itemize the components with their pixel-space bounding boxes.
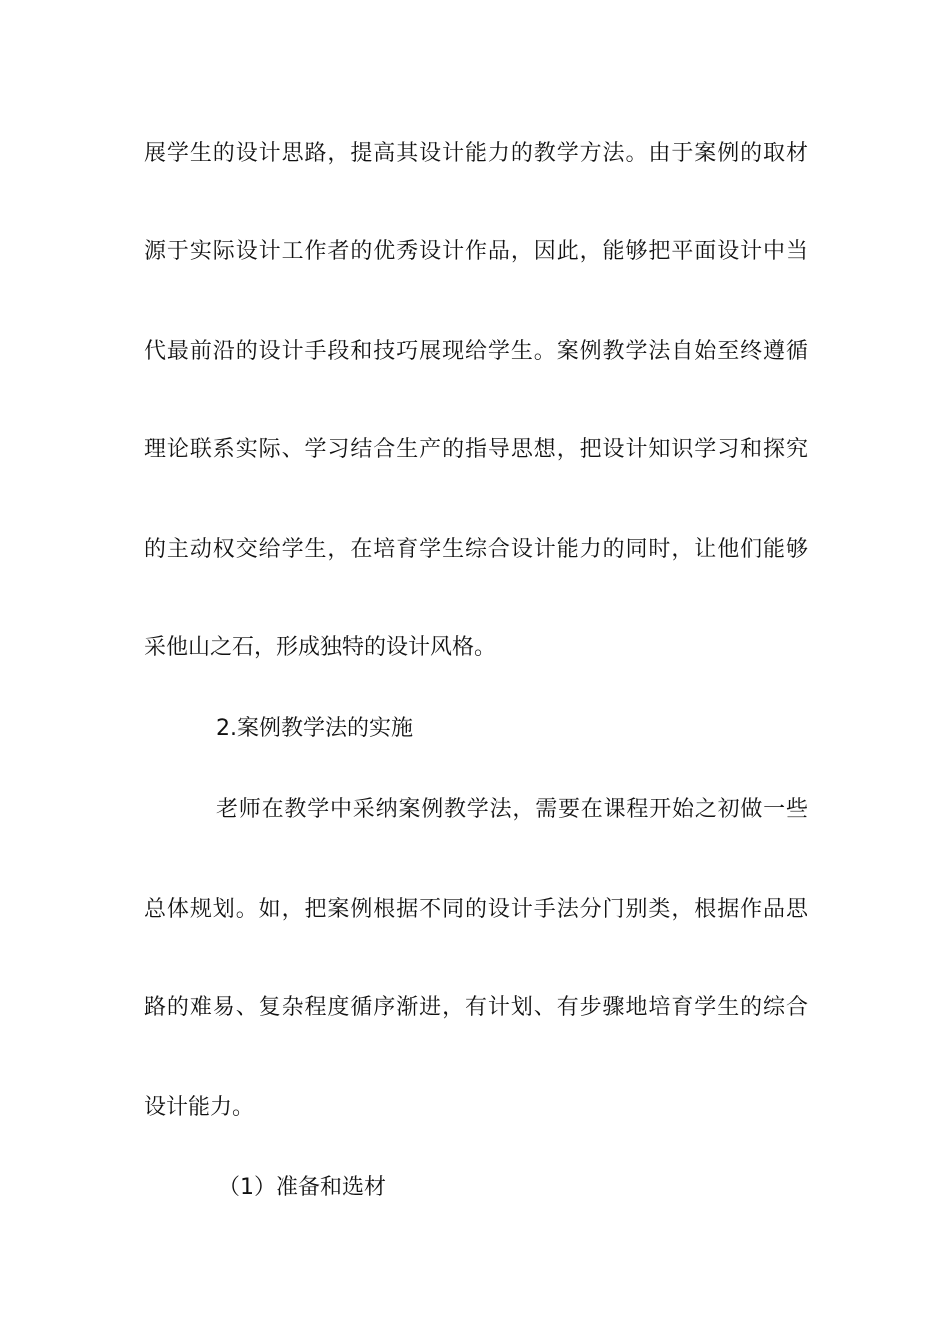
paragraph-line-last: 设计能力。 xyxy=(144,1095,255,1120)
paragraph-line: 源于实际设计工作者的优秀设计作品，因此，能够把平面设计中当 xyxy=(144,239,808,264)
section-heading: 2.案例教学法的实施 xyxy=(216,716,413,741)
sub-heading: （1）准备和选材 xyxy=(218,1175,386,1200)
paragraph-line: 的主动权交给学生，在培育学生综合设计能力的同时，让他们能够 xyxy=(144,537,808,562)
paragraph-line: 理论联系实际、学习结合生产的指导思想，把设计知识学习和探究 xyxy=(144,437,808,462)
paragraph-line-last: 采他山之石，形成独特的设计风格。 xyxy=(144,635,497,660)
paragraph-first-line: 老师在教学中采纳案例教学法，需要在课程开始之初做一些 xyxy=(216,797,808,822)
paragraph-line: 路的难易、复杂程度循序渐进，有计划、有步骤地培育学生的综合 xyxy=(144,995,808,1020)
paragraph-line: 展学生的设计思路，提高其设计能力的教学方法。由于案例的取材 xyxy=(144,141,808,166)
paragraph-line: 总体规划。如，把案例根据不同的设计手法分门别类，根据作品思 xyxy=(144,897,808,922)
paragraph-line: 代最前沿的设计手段和技巧展现给学生。案例教学法自始至终遵循 xyxy=(144,339,808,364)
